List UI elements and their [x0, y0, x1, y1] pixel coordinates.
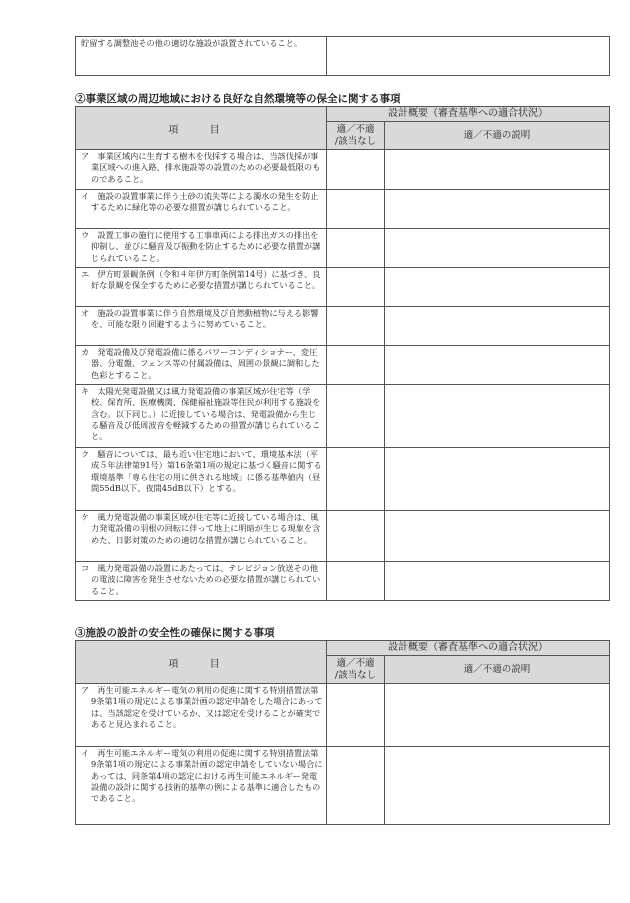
section2-title: ②事業区域の周辺地域における良好な自然環境等の保全に関する事項: [75, 93, 401, 105]
explain-cell[interactable]: [385, 385, 610, 448]
explain-cell[interactable]: [385, 346, 610, 385]
fit-cell[interactable]: [327, 448, 385, 511]
fit-cell[interactable]: [327, 511, 385, 562]
explain-cell[interactable]: [385, 268, 610, 307]
explain-cell[interactable]: [385, 684, 610, 747]
continuation-table: [75, 36, 610, 76]
fit-cell[interactable]: [327, 747, 385, 825]
section3-table: [75, 640, 610, 825]
section2-table: [75, 106, 610, 601]
section2-row: [76, 268, 327, 307]
section3-row: [76, 684, 327, 747]
section3-row-text: ア 再生可能エネルギー電気の利用の促進に関する特別措置法第9条第1項の規定による事業計画の認定申請をした場合にあっては、当該認定を受けているか、又は認定を受けることが確実であると見込まれること。: [81, 685, 323, 729]
section2-row: [76, 190, 327, 229]
section2-header-explain: 適／不適の説明: [385, 122, 610, 150]
explain-cell[interactable]: [385, 150, 610, 190]
section3-row-text: イ 再生可能エネルギー電気の利用の促進に関する特別措置法第9条第1項の規定による事業計画の認定申請をしていない場合にあっては、同条第4項の認定における再生可能エネルギー発電設備の設計に関する技術的基準の例による基準に適合したものであること。: [81, 748, 323, 804]
explain-cell[interactable]: [385, 448, 610, 511]
section2-row-text: ウ 設置工事の施行に使用する工事車両による排出ガスの排出を抑制し、並びに騒音及び振動を防止するために必要な措置が講じられていること。: [81, 230, 321, 263]
explain-cell[interactable]: [385, 229, 610, 268]
section2-row-text: キ 太陽光発電設備又は風力発電設備の事業区域が住宅等（学校、保育所、医療機関、保健福祉施設等住民が利用する施設を含む。以下同じ。）に近接している場合は、発電設備から生じる騒音及び低周波音を軽減するための措置が講じられていること。: [81, 386, 321, 442]
fit-cell[interactable]: [327, 307, 385, 346]
section3-header-fit: 適／不適 /該当なし: [327, 656, 385, 684]
section2-row-text: ケ 風力発電設備の事業区域が住宅等に近接している場合は、風力発電設備の羽根の回転に伴って地上に明暗が生じる現象を含めた、日影対策のための適切な措置が講じられていること。: [81, 512, 321, 545]
section2-row-text: コ 風力発電設備の設置にあたっては、テレビジョン放送その他の電波に障害を発生させないための必要な措置が講じられていること。: [81, 563, 321, 596]
fit-cell[interactable]: [327, 346, 385, 385]
section3-title: ③施設の設計の安全性の確保に関する事項: [75, 627, 275, 639]
section2-row: [76, 307, 327, 346]
section2-row: [76, 229, 327, 268]
explain-cell[interactable]: [385, 307, 610, 346]
fit-cell[interactable]: [327, 385, 385, 448]
section3-header-group: 設計概要（審査基準への適合状況）: [327, 641, 610, 656]
explain-cell[interactable]: [385, 562, 610, 601]
continuation-explain-cell[interactable]: [327, 37, 610, 76]
fit-cell[interactable]: [327, 684, 385, 747]
section2-row: [76, 346, 327, 385]
section2-row: [76, 562, 327, 601]
explain-cell[interactable]: [385, 190, 610, 229]
continuation-item: [76, 37, 327, 76]
fit-cell[interactable]: [327, 150, 385, 190]
fit-cell[interactable]: [327, 562, 385, 601]
section2-row-text: イ 施設の設置事業に伴う土砂の流失等による濁水の発生を防止するために緑化等の必要な措置が講じられていること。: [81, 191, 319, 213]
section2-row-text: カ 発電設備及び発電設備に係るパワーコンディショナー、変圧器、分電盤、フェンス等の付属設備は、周囲の景観に調和した色彩とすること。: [81, 347, 320, 380]
section2-row-text: ア 事業区域内に生育する樹木を伐採する場合は、当該伐採が事業区域への進入路、排水施設等の設置のための必要最低限のものであること。: [81, 151, 321, 184]
section3-header-explain: 適／不適の説明: [385, 656, 610, 684]
section2-row: [76, 511, 327, 562]
section2-row: [76, 385, 327, 448]
section2-row-text: ク 騒音については、最も近い住宅地において、環境基本法（平成５年法律第91号）第16条第1項の規定に基づく騒音に関する環境基準「専ら住宅の用に供される地域」に係る基準値内（昼間55dB以下、夜間45dB以下）とする。: [81, 449, 322, 493]
fit-cell[interactable]: [327, 229, 385, 268]
section3-row: [76, 747, 327, 825]
section2-header-fit: 適／不適 /該当なし: [327, 122, 385, 150]
section2-header-item: 項 目: [76, 107, 327, 150]
section3-header-item: 項 目: [76, 641, 327, 684]
section2-header-group: 設計概要（審査基準への適合状況）: [327, 107, 610, 122]
fit-cell[interactable]: [327, 268, 385, 307]
section2-row-text: オ 施設の設置事業に伴う自然環境及び自然動植物に与える影響を、可能な限り回避するように努めていること。: [81, 308, 319, 330]
fit-cell[interactable]: [327, 190, 385, 229]
explain-cell[interactable]: [385, 747, 610, 825]
section2-row: [76, 448, 327, 511]
continuation-text: 貯留する調整池その他の適切な施設が設置されていること。: [81, 38, 303, 48]
explain-cell[interactable]: [385, 511, 610, 562]
section2-row: [76, 150, 327, 190]
section2-row-text: エ 伊方町景観条例（令和４年伊方町条例第14号）に基づき、良好な景観を保全するために必要な措置が講じられていること。: [81, 269, 321, 291]
